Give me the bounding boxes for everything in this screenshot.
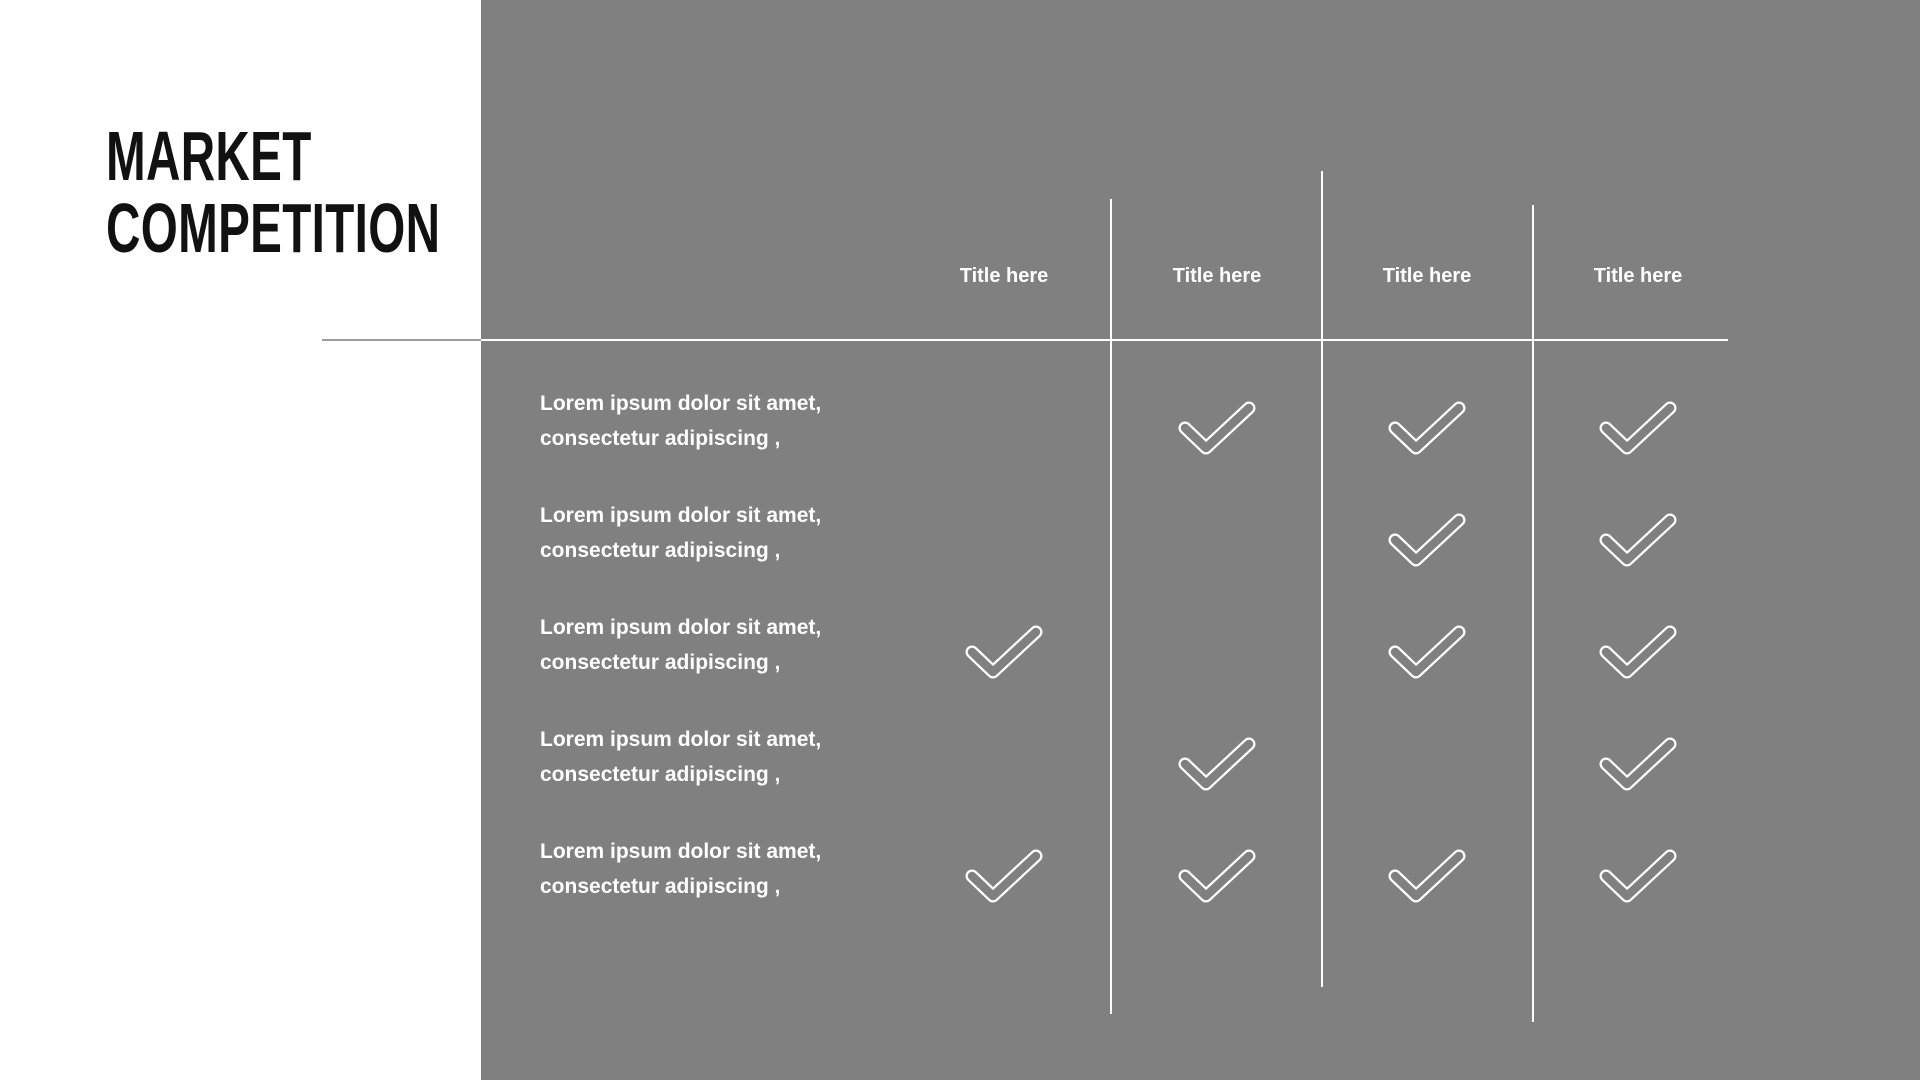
- row-text-line2: consectetur adipiscing ,: [540, 875, 781, 898]
- header-divider-line-right: [481, 339, 1728, 341]
- header-divider-line-left: [322, 339, 481, 341]
- row-text-line1: Lorem ipsum dolor sit amet,: [540, 504, 822, 527]
- checkmark-icon: [1599, 847, 1677, 905]
- table-row-label: [540, 386, 970, 456]
- table-row-label: [540, 498, 970, 568]
- checkmark-icon: [1599, 735, 1677, 793]
- page-title-line2: COMPETITION: [106, 189, 441, 267]
- page-title-line1: MARKET: [106, 117, 312, 195]
- checkmark-icon: [1178, 735, 1256, 793]
- row-text-line1: Lorem ipsum dolor sit amet,: [540, 392, 822, 415]
- checkmark-icon: [1599, 623, 1677, 681]
- checkmark-icon: [965, 623, 1043, 681]
- column-divider-line-2: [1321, 171, 1323, 987]
- row-text-line1: Lorem ipsum dolor sit amet,: [540, 728, 822, 751]
- table-row-label: [540, 834, 970, 904]
- checkmark-icon: [1388, 847, 1466, 905]
- page-title: [106, 117, 441, 267]
- table-row-label: [540, 610, 970, 680]
- column-divider-line-1: [1110, 199, 1112, 1014]
- column-divider-line-3: [1532, 205, 1534, 1022]
- checkmark-icon: [965, 847, 1043, 905]
- row-text-line1: Lorem ipsum dolor sit amet,: [540, 840, 822, 863]
- row-text-line1: Lorem ipsum dolor sit amet,: [540, 616, 822, 639]
- row-text-line2: consectetur adipiscing ,: [540, 763, 781, 786]
- checkmark-icon: [1599, 399, 1677, 457]
- row-text-line2: consectetur adipiscing ,: [540, 539, 781, 562]
- column-header-3: Title here: [1382, 265, 1472, 287]
- row-text-line2: consectetur adipiscing ,: [540, 651, 781, 674]
- checkmark-icon: [1388, 511, 1466, 569]
- checkmark-icon: [1388, 399, 1466, 457]
- column-header-4: Title here: [1593, 265, 1683, 287]
- checkmark-icon: [1599, 511, 1677, 569]
- column-header-2: Title here: [1172, 265, 1262, 287]
- row-text-line2: consectetur adipiscing ,: [540, 427, 781, 450]
- checkmark-icon: [1178, 847, 1256, 905]
- checkmark-icon: [1388, 623, 1466, 681]
- checkmark-icon: [1178, 399, 1256, 457]
- table-row-label: [540, 722, 970, 792]
- column-header-1: Title here: [959, 265, 1049, 287]
